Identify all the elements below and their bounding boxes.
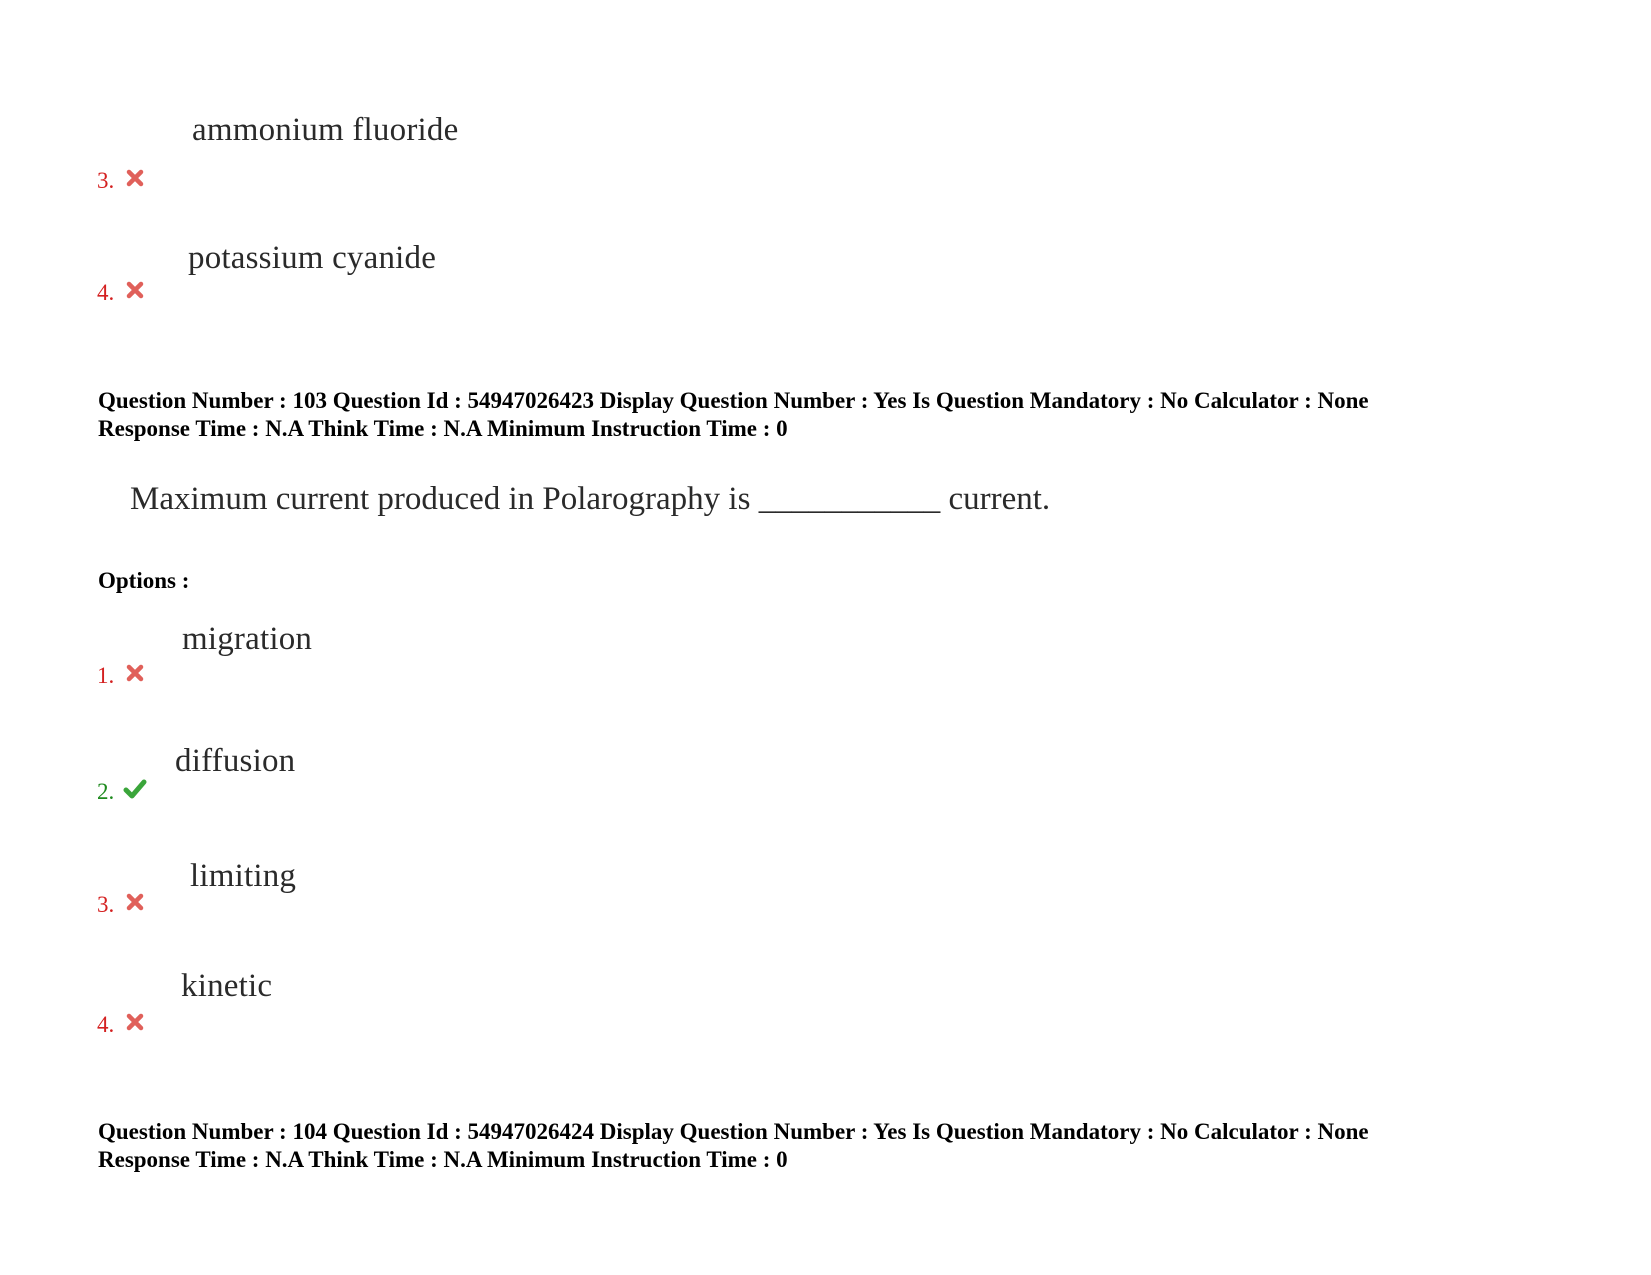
- option-number: 3.: [97, 168, 115, 193]
- option-number: 4.: [97, 280, 115, 305]
- option-text: diffusion: [175, 743, 296, 779]
- cross-icon: [126, 664, 144, 682]
- option-text: kinetic: [181, 968, 273, 1004]
- cross-icon: [126, 169, 144, 187]
- question-meta-line: Question Number : 103 Question Id : 54947026423 Display Question Number : Yes Is Question Mandatory : No Calculator : None: [98, 388, 1369, 413]
- option-number: 3.: [97, 892, 115, 917]
- option-number: 1.: [97, 663, 115, 688]
- question-timing-line: Response Time : N.A Think Time : N.A Minimum Instruction Time : 0: [98, 1147, 788, 1172]
- option-text: migration: [182, 621, 313, 657]
- question-timing-line: Response Time : N.A Think Time : N.A Minimum Instruction Time : 0: [98, 416, 788, 441]
- option-number: 2.: [97, 779, 115, 804]
- option-text: limiting: [190, 858, 297, 894]
- question-meta-line: Question Number : 104 Question Id : 54947026424 Display Question Number : Yes Is Question Mandatory : No Calculator : None: [98, 1119, 1369, 1144]
- cross-icon: [126, 281, 144, 299]
- option-text: potassium cyanide: [188, 240, 437, 276]
- cross-icon: [126, 1013, 144, 1031]
- options-label: Options :: [98, 568, 190, 593]
- option-number: 4.: [97, 1012, 115, 1037]
- option-text: ammonium fluoride: [192, 112, 459, 148]
- cross-icon: [126, 893, 144, 911]
- question-text: Maximum current produced in Polarography is ___________ current.: [130, 481, 1051, 517]
- check-icon: [123, 778, 147, 800]
